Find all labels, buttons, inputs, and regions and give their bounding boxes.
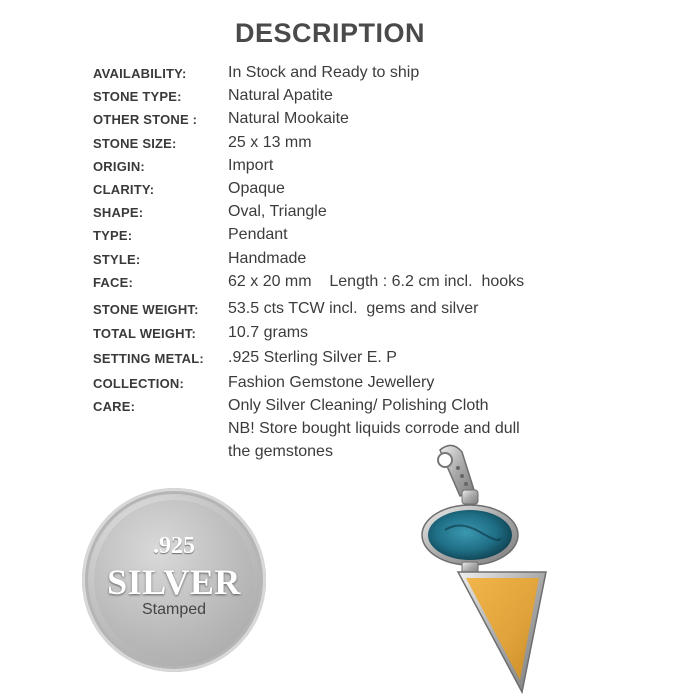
spec-row-availability: [0, 64, 700, 86]
pendant-image: [400, 440, 570, 695]
spec-label: ORIGIN:: [93, 159, 145, 174]
spec-row-origin: [0, 157, 700, 179]
spec-value: In Stock and Ready to ship: [228, 64, 420, 81]
spec-row-stone-weight: [0, 300, 700, 322]
spec-label: TYPE:: [93, 228, 133, 243]
pendant-bail: [438, 445, 478, 504]
spec-label: SHAPE:: [93, 205, 144, 220]
spec-value: Opaque: [228, 180, 285, 197]
spec-value: 25 x 13 mm: [228, 134, 312, 151]
spec-value: 10.7 grams: [228, 324, 309, 341]
spec-value: Import: [228, 157, 274, 174]
spec-row-shape: [0, 203, 700, 225]
spec-label: STONE SIZE:: [93, 136, 177, 151]
spec-label: FACE:: [93, 275, 133, 290]
spec-row-style: [0, 250, 700, 272]
spec-row-type: [0, 226, 700, 248]
spec-value: 53.5 cts TCW incl. gems and silver: [228, 300, 479, 317]
spec-row-stone-type: [0, 87, 700, 109]
badge-stamp-text: Stamped: [141, 601, 207, 618]
spec-label: STONE WEIGHT:: [93, 302, 199, 317]
spec-value: Fashion Gemstone Jewellery: [228, 374, 435, 391]
page-title: DESCRIPTION: [234, 18, 426, 48]
spec-label: TOTAL WEIGHT:: [93, 326, 196, 341]
spec-label: COLLECTION:: [93, 376, 185, 391]
spec-row-clarity: [0, 180, 700, 202]
spec-label: OTHER STONE :: [93, 112, 198, 127]
spec-row-face: [0, 273, 700, 295]
badge-purity-text: .925: [153, 533, 195, 559]
oval-apatite-stone: [422, 505, 518, 565]
spec-row-stone-size: [0, 134, 700, 156]
spec-label: CARE:: [93, 399, 136, 414]
spec-value: Handmade: [228, 250, 307, 267]
spec-value: Only Silver Cleaning/ Polishing Cloth: [228, 397, 489, 414]
triangle-mookaite-stone: [458, 572, 546, 692]
spec-value: Natural Apatite: [228, 87, 333, 104]
spec-label: STYLE:: [93, 252, 141, 267]
spec-row-other-stone: [0, 110, 700, 132]
silver-stamp-badge: [82, 488, 266, 672]
spec-label: SETTING METAL:: [93, 351, 204, 366]
spec-label: AVAILABILITY:: [93, 66, 187, 81]
spec-value: 62 x 20 mm Length : 6.2 cm incl. hooks: [228, 273, 525, 290]
badge-metal-text: SILVER: [107, 562, 241, 602]
spec-value: Oval, Triangle: [228, 203, 327, 220]
spec-row-total-weight: [0, 324, 700, 346]
spec-row-setting-metal: [0, 349, 700, 371]
spec-value: .925 Sterling Silver E. P: [228, 349, 397, 366]
care-note-line: NB! Store bought liquids corrode and dull: [228, 420, 520, 437]
spec-value: Pendant: [228, 226, 288, 243]
spec-row-collection: [0, 374, 700, 396]
spec-label: STONE TYPE:: [93, 89, 182, 104]
care-note-line: the gemstones: [228, 443, 333, 460]
spec-label: CLARITY:: [93, 182, 155, 197]
spec-value: Natural Mookaite: [228, 110, 349, 127]
spec-row-care: [0, 397, 700, 419]
